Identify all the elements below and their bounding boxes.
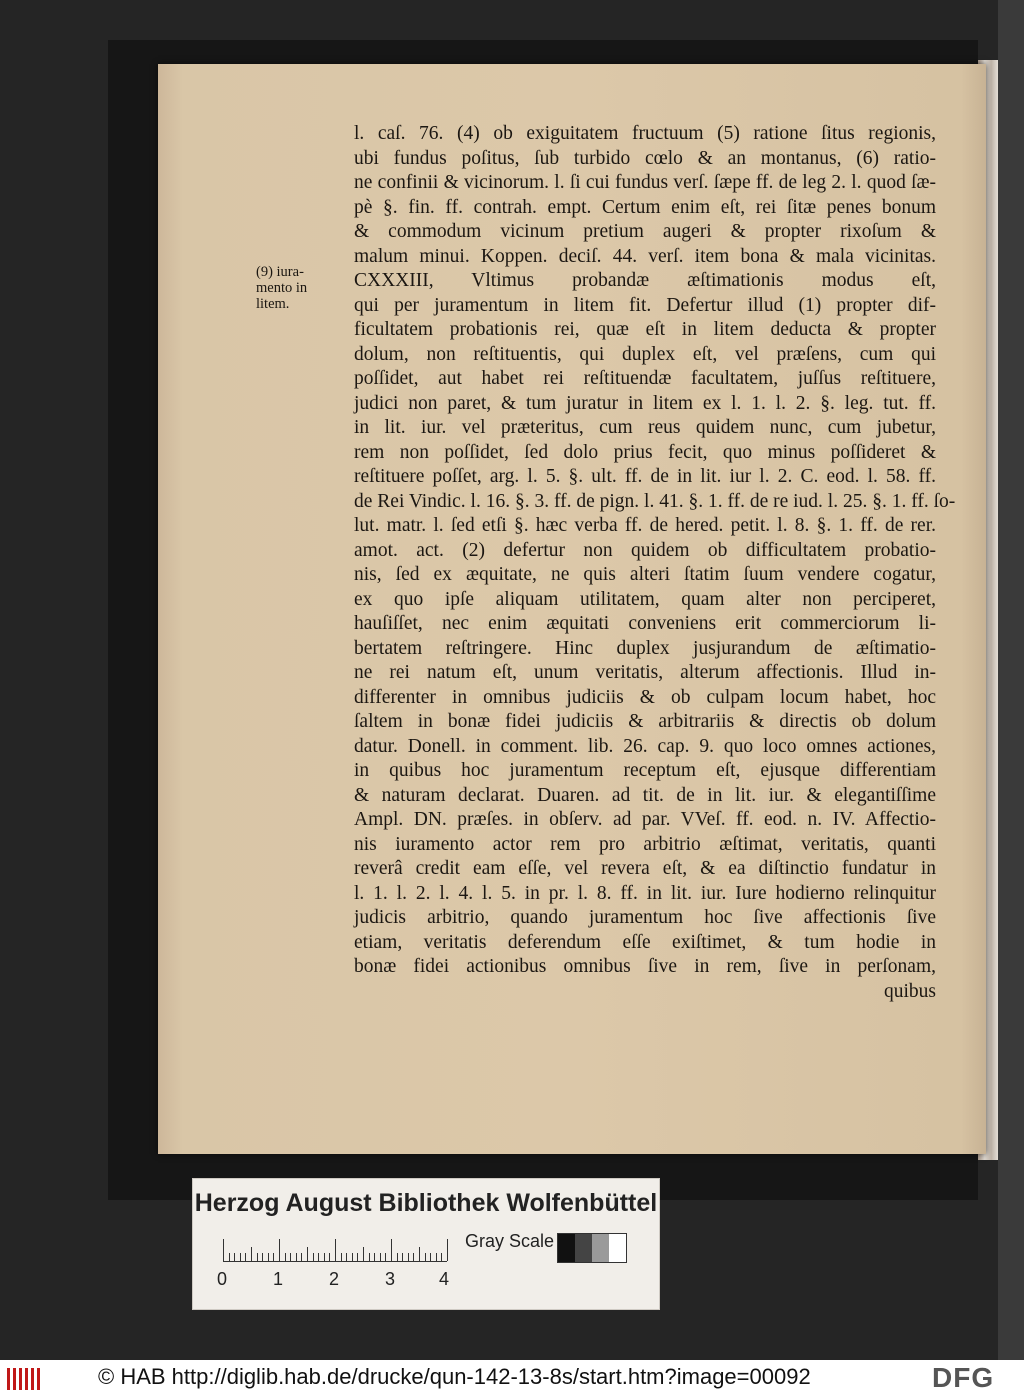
text-line: CXXXIII, Vltimus probandæ æſtimationis modus eſt, — [354, 270, 936, 291]
ruler-tick — [318, 1253, 319, 1261]
text-line: rem non poſſidet, ſed dolo prius fecit, quo minus poſſideret & — [354, 441, 936, 463]
ruler-tick — [229, 1253, 230, 1261]
margin-note-line: litem. — [256, 296, 290, 312]
ruler-tick — [262, 1253, 263, 1261]
text-line: ubi fundus poſitus, ſub turbido cœlo & an montanus, (6) ratio- — [354, 147, 936, 169]
ruler-tick — [313, 1253, 314, 1261]
text-line: nis, ſed ex æquitate, ne quis alteri ſtatim ſuum vendere cogatur, — [354, 564, 936, 585]
ruler-tick — [257, 1253, 258, 1261]
ruler-tick — [240, 1253, 241, 1261]
text-line: judici non paret, & tum juratur in litem ex l. 1. l. 2. §. leg. tut. ff. — [354, 392, 936, 414]
text-line: ficultatem probationis rei, quæ eſt in litem deducta & propter — [354, 319, 936, 340]
text-line: & naturam declarat. Duaren. ad tit. de in lit. iur. & elegantiſſime — [354, 784, 936, 806]
ruler-tick — [363, 1247, 364, 1261]
gray-patch — [609, 1234, 626, 1262]
text-line: qui per juramentum in litem fit. Defertur illud (1) propter dif- — [354, 294, 936, 316]
gray-scale-patches — [557, 1233, 627, 1263]
text-line: nis iuramento actor rem pro arbitrio æſtimat, veritatis, quanti — [354, 833, 936, 855]
hab-logo-icon — [6, 1366, 44, 1392]
text-line: l. 1. l. 2. l. 4. l. 5. in pr. l. 8. ff. in lit. iur. Iure hodierno relinquitur — [354, 882, 936, 904]
text-line: poſſidet, aut habet rei reſtituendæ facultatem, juſſus reſtituere, — [354, 368, 936, 389]
ruler-tick — [245, 1253, 246, 1261]
text-line: datur. Donell. in comment. lib. 26. cap. 9. quo loco omnes actiones, — [354, 735, 936, 757]
ruler-tick — [329, 1253, 330, 1261]
ruler-tick — [223, 1239, 224, 1261]
right-dark-strip — [998, 0, 1024, 1360]
text-line: bonæ fidei actionibus omnibus ſive in rem, ſive in perſonam, — [354, 956, 936, 977]
library-title: Herzog August Bibliothek Wolfenbüttel — [194, 1189, 658, 1217]
text-line: amot. act. (2) defertur non quidem ob difficultatem probatio- — [354, 539, 936, 561]
text-line: reſtituere poſſet, arg. l. 5. §. ult. ff. de in lit. iur l. 2. C. eod. l. 58. ff. — [354, 466, 936, 487]
ruler-tick — [385, 1253, 386, 1261]
ruler-tick — [296, 1253, 297, 1261]
ruler-tick — [234, 1253, 235, 1261]
ruler-tick — [357, 1253, 358, 1261]
ruler-scale — [223, 1237, 447, 1262]
ruler-tick — [408, 1253, 409, 1261]
ruler-tick — [285, 1253, 286, 1261]
page-body-text — [210, 122, 956, 1004]
text-line: malum minui. Koppen. deciſ. 44. verſ. item bona & mala vicinitas. — [354, 245, 936, 267]
text-line: hauſiſſet, nec enim æquitati conveniens erit commerciorum li- — [354, 613, 936, 634]
ruler-tick — [391, 1239, 392, 1261]
ruler-number: 2 — [329, 1269, 340, 1289]
text-line: pè §. fin. ff. contrah. empt. Certum enim eſt, rei ſitæ penes bonum — [354, 196, 936, 218]
text-line: judicis arbitrio, quando juramentum hoc ſive affectionis ſive — [354, 907, 936, 928]
ruler-number: 1 — [273, 1269, 284, 1289]
ruler-tick — [380, 1253, 381, 1261]
ruler-number: 3 — [385, 1269, 396, 1289]
ruler-tick — [352, 1253, 353, 1261]
text-line: & commodum vicinum pretium augeri & propter rixoſum & — [354, 221, 936, 242]
footer-copyright-url[interactable]: © HAB http://diglib.hab.de/drucke/qun-142-13-8s/start.htm?image=00092 — [98, 1364, 811, 1389]
ruler-tick — [413, 1253, 414, 1261]
text-line: etiam, veritatis deferendum eſſe exiſtimet, & tum hodie in — [354, 931, 936, 953]
text-line: Ampl. DN. præſes. in obſerv. ad par. VVeſ. ff. eod. n. IV. Affectio- — [354, 809, 936, 830]
ruler-tick — [441, 1253, 442, 1261]
ruler-tick — [425, 1253, 426, 1261]
text-line: differenter in omnibus judiciis & ob culpam locum habet, hoc — [354, 686, 936, 708]
text-line: reverâ credit eam eſſe, vel revera eſt, & ea diſtinctio fundatur in — [354, 858, 936, 879]
margin-note-line: mento in — [256, 280, 308, 296]
ruler-tick — [307, 1247, 308, 1261]
text-line: ne rei natum eſt, unum veritatis, alterum affectionis. Illud in- — [354, 662, 936, 683]
catchword: quibus — [883, 980, 936, 1002]
text-line: ex quo ipſe aliquam utilitatem, quam alter non perciperet, — [354, 588, 936, 610]
text-line: in lit. iur. vel præteritus, cum reus quidem nunc, cum jubetur, — [354, 417, 936, 438]
ruler-tick — [251, 1247, 252, 1261]
ruler-tick — [335, 1239, 336, 1261]
gray-patch — [592, 1234, 609, 1262]
ruler-tick — [268, 1253, 269, 1261]
text-line: in quibus hoc juramentum receptum eſt, ejusque differentiam — [354, 760, 936, 781]
ruler-tick — [346, 1253, 347, 1261]
gray-patch — [575, 1234, 592, 1262]
ruler-number: 0 — [217, 1269, 228, 1289]
ruler-tick — [447, 1239, 448, 1261]
ruler-tick — [324, 1253, 325, 1261]
ruler-tick — [430, 1253, 431, 1261]
ruler-tick — [273, 1253, 274, 1261]
ruler-number: 4 — [439, 1269, 450, 1289]
text-line: ſaltem in bonæ fidei judiciis & arbitrariis & directis ob dolum — [354, 711, 936, 732]
ruler-tick — [369, 1253, 370, 1261]
text-line: de Rei Vindic. l. 16. §. 3. ff. de pign. l. 41. §. 1. ff. de re iud. l. 25. §. 1. ff. ſo- — [354, 490, 956, 512]
ruler-tick — [374, 1253, 375, 1261]
dfg-logo: DFG — [932, 1362, 995, 1393]
ruler-numbers — [193, 1269, 659, 1293]
gray-patch — [558, 1234, 575, 1262]
ruler-tick — [402, 1253, 403, 1261]
ruler-tick — [397, 1253, 398, 1261]
footer-bar — [0, 1360, 1024, 1397]
color-calibration-card — [192, 1178, 660, 1310]
text-line: l. caſ. 76. (4) ob exiguitatem fructuum (5) ratione ſitus regionis, — [354, 123, 936, 144]
text-line: lut. matr. l. ſed etſi §. hæc verba ff. de hered. petit. l. 8. §. 1. ff. de rer. — [354, 515, 936, 536]
gray-scale-label: Gray Scale — [465, 1231, 555, 1251]
ruler-tick — [279, 1239, 280, 1261]
ruler-tick — [341, 1253, 342, 1261]
text-line: bertatem reſtringere. Hinc duplex jusjurandum de æſtimatio- — [354, 637, 936, 659]
text-line: ne confinii & vicinorum. l. ſi cui fundus verſ. ſæpe ff. de leg 2. l. quod ſæ- — [354, 172, 936, 193]
ruler-tick — [301, 1253, 302, 1261]
text-line: dolum, non reſtituentis, qui duplex eſt, vel præſens, cum qui — [354, 343, 936, 365]
ruler-tick — [436, 1253, 437, 1261]
margin-note-line: (9) iura- — [256, 264, 304, 280]
ruler-tick — [290, 1253, 291, 1261]
ruler-tick — [419, 1247, 420, 1261]
